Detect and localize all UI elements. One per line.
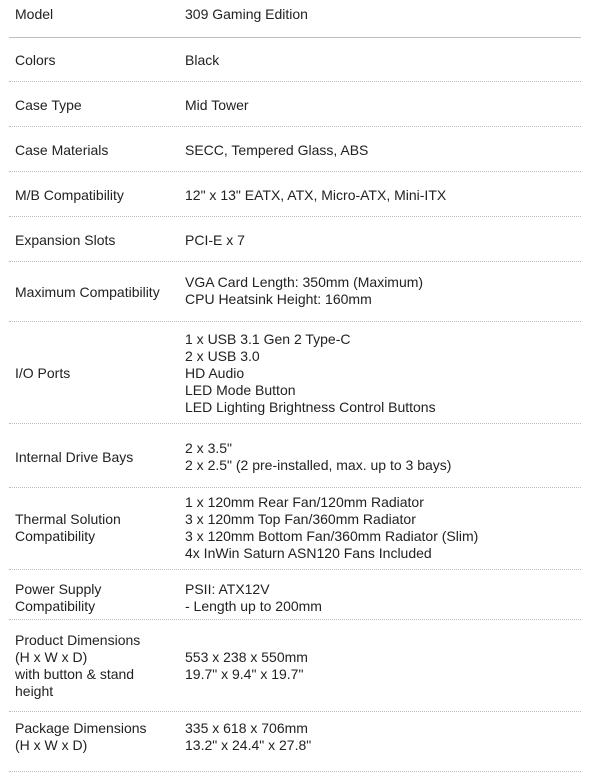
spec-value-line: 13.2" x 24.4" x 27.8" — [185, 737, 312, 753]
spec-label: Colors — [15, 52, 56, 68]
spec-value-line: HD Audio — [185, 365, 245, 381]
spec-label: Case Type — [15, 97, 82, 113]
spec-value-line: 309 Gaming Edition — [185, 6, 308, 22]
spec-value-line: 1 x USB 3.1 Gen 2 Type-C — [185, 331, 351, 347]
spec-value-line: PCI-E x 7 — [185, 232, 245, 248]
spec-value-line: PSII: ATX12V — [185, 581, 270, 597]
spec-row-model — [9, 0, 581, 38]
spec-value — [185, 494, 581, 562]
spec-value — [185, 331, 581, 416]
spec-value-line: Mid Tower — [185, 97, 249, 113]
spec-value-line: 4x InWin Saturn ASN120 Fans Included — [185, 545, 432, 561]
spec-label: Thermal Solution Compatibility — [15, 511, 121, 544]
spec-value — [185, 6, 581, 23]
spec-row-power-supply — [9, 570, 581, 620]
spec-label: Package Dimensions (H x W x D) — [15, 720, 147, 753]
spec-row-case-type — [9, 82, 581, 127]
spec-label: Product Dimensions (H x W x D) with button & stand height — [15, 632, 141, 699]
spec-label: M/B Compatibility — [15, 187, 124, 203]
spec-value-line: 2 x 3.5" — [185, 440, 232, 456]
spec-row-maximum-compatibility — [9, 262, 581, 322]
spec-row-mb-compatibility — [9, 172, 581, 217]
spec-value — [185, 440, 581, 474]
spec-value — [185, 52, 581, 69]
spec-value — [185, 142, 581, 159]
spec-value-line: 3 x 120mm Top Fan/360mm Radiator — [185, 511, 416, 527]
spec-row-thermal-solution — [9, 488, 581, 570]
spec-value — [185, 274, 581, 308]
spec-value-line: 1 x 120mm Rear Fan/120mm Radiator — [185, 494, 424, 510]
spec-value-line: CPU Heatsink Height: 160mm — [185, 291, 372, 307]
spec-row-expansion-slots — [9, 217, 581, 262]
spec-label: Expansion Slots — [15, 232, 116, 248]
spec-label: Maximum Compatibility — [15, 284, 160, 300]
spec-value — [185, 187, 581, 204]
spec-label: Case Materials — [15, 142, 109, 158]
spec-value-line: - Length up to 200mm — [185, 598, 322, 614]
spec-value-line: 3 x 120mm Bottom Fan/360mm Radiator (Slim) — [185, 528, 479, 544]
spec-value-line: 19.7" x 9.4" x 19.7" — [185, 666, 304, 682]
spec-value — [185, 232, 581, 249]
spec-value-line: 553 x 238 x 550mm — [185, 649, 308, 665]
spec-value — [185, 97, 581, 114]
spec-value-line: VGA Card Length: 350mm (Maximum) — [185, 274, 424, 290]
spec-row-case-materials — [9, 127, 581, 172]
spec-row-colors — [9, 38, 581, 82]
spec-label: Power Supply Compatibility — [15, 581, 102, 614]
spec-row-internal-drive-bays — [9, 424, 581, 488]
spec-row-product-dimensions — [9, 620, 581, 712]
spec-value — [185, 581, 581, 615]
spec-row-package-dimensions — [9, 712, 581, 772]
spec-value-line: 335 x 618 x 706mm — [185, 720, 308, 736]
spec-value — [185, 720, 581, 754]
spec-label: I/O Ports — [15, 365, 71, 381]
spec-label: Model — [15, 6, 54, 22]
spec-value — [185, 649, 581, 683]
spec-value-line: 2 x 2.5" (2 pre-installed, max. up to 3 bays) — [185, 457, 452, 473]
spec-value-line: 2 x USB 3.0 — [185, 348, 260, 364]
spec-label: Internal Drive Bays — [15, 449, 134, 465]
spec-value-line: LED Mode Button — [185, 382, 296, 398]
spec-value-line: LED Lighting Brightness Control Buttons — [185, 399, 436, 415]
spec-value-line: 12" x 13" EATX, ATX, Micro-ATX, Mini-ITX — [185, 187, 447, 203]
spec-row-io-ports — [9, 322, 581, 424]
spec-value-line: SECC, Tempered Glass, ABS — [185, 142, 369, 158]
spec-value-line: Black — [185, 52, 220, 68]
